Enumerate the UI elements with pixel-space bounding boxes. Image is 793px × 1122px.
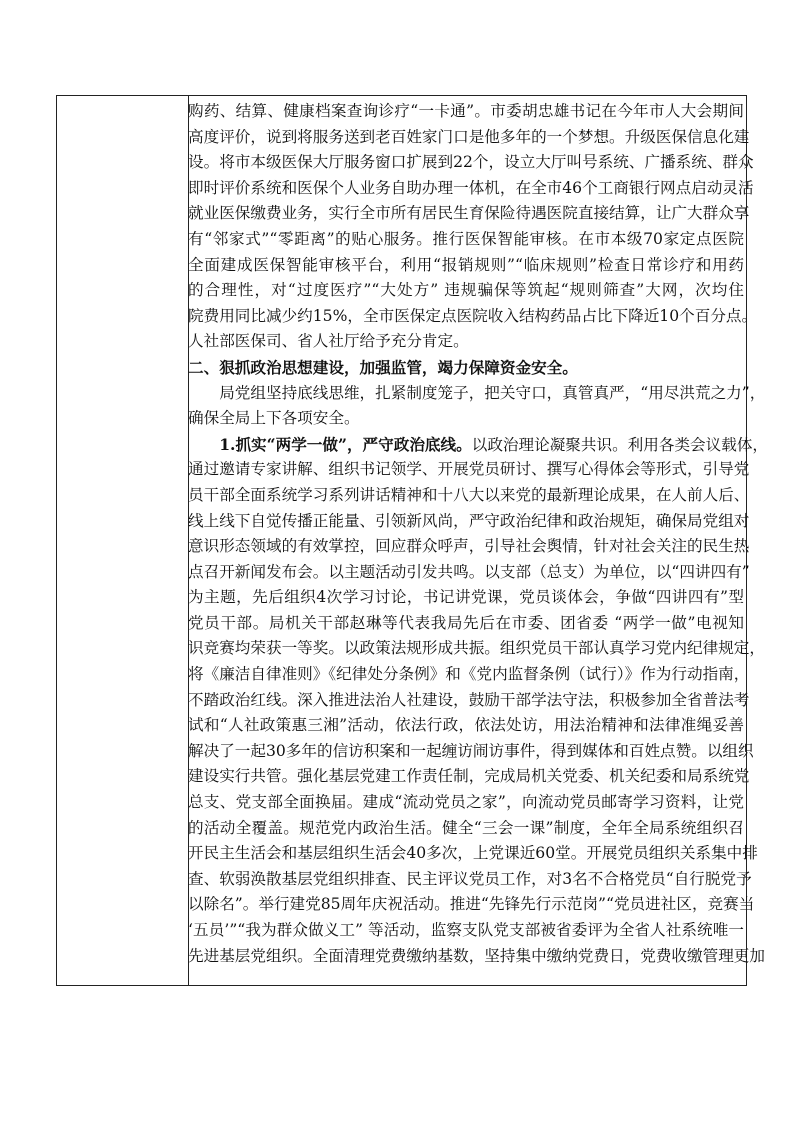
text-line-23: 将《廉洁自律准则》《纪律处分条例》和《党内监督条例（试行）》作为行动指南， — [188, 665, 750, 684]
text-line-17: 线上线下自觉传播正能量、引领新风尚，严守政治纪律和政治规矩，确保局党组对 — [188, 511, 750, 530]
text-line-20: 为主题，先后组织4次学习讨论，书记讲党课，党员谈体会，争做“四讲四有”型 — [188, 588, 744, 607]
text-line-6: 有“邻家式”“零距离”的贴心服务。推行医保智能审核。在市本级70家定点医院 — [188, 229, 744, 248]
text-line-30: 开民主生活会和基层组织生活会40多次，上党课近60堂。开展党员组织关系集中排 — [188, 844, 758, 863]
text-line-34: 先进基层党组织。全面清理党费缴纳基数，坚持集中缴纳党费日，党费收缴管理更加 — [188, 946, 765, 965]
text-line-21: 党员干部。局机关干部赵琳等代表我局先后在市委、团省委 “两学一做”电视知 — [188, 613, 744, 632]
text-line-33: ‘五员’”“我为群众做义工” 等活动，监察支队党支部被省委评为全省人社系统唯一 — [188, 921, 744, 939]
text-line-26: 解决了一起30多年的信访积案和一起缠访闹访事件，得到媒体和百姓点赞。以组织 — [188, 741, 754, 760]
text-line-31: 查、软弱涣散基层党组织排查、民主评议党员工作，对3名不合格党员“自行脱党予 — [188, 869, 752, 888]
subsection-heading-rest: 以政治理论凝聚共识。利用各类会议载体， — [471, 435, 769, 454]
text-line-32: 以除名”。举行建党85周年庆祝活动。推进“先锋先行示范岗”“党员进社区，竞赛当 — [188, 895, 755, 914]
subsection-heading: 1.抓实“两学一做”，严守政治底线。 — [188, 434, 472, 454]
text-line-18: 意识形态领域的有效掌控，回应群众呼声，引导社会舆情，针对社会关注的民生热 — [188, 537, 750, 556]
text-line-8: 的合理性，对“过度医疗”“大处方” 违规骗保等筑起“规则筛查”大网，次均住 — [188, 281, 744, 300]
text-line-27: 建设实行共管。强化基层党建工作责任制，完成局机关党委、机关纪委和局系统党 — [188, 767, 750, 786]
text-line-9: 院费用同比减少约15%，全市医保定点医院收入结构药品占比下降近10个百分点。 — [188, 306, 758, 325]
text-line-5: 就业医保缴费业务，实行全市所有居民生育保险待遇医院直接结算，让广大群众享 — [188, 204, 750, 223]
text-line-2: 高度评价，说到将服务送到老百姓家门口是他多年的一个梦想。升级医保信息化建 — [188, 127, 750, 146]
text-line-3: 设。将市本级医保大厅服务窗口扩展到22个，设立大厅叫号系统、广播系统、群众 — [188, 153, 754, 172]
text-line-22: 识竞赛均荣获一等奖。以政策法规形成共振。组织党员干部认真学习党内纪律规定， — [188, 639, 765, 658]
text-line-29: 的活动全覆盖。规范党内政治生活。健全“三会一课”制度，全年全局系统组织召 — [188, 818, 744, 837]
text-line-25: 试和“人社政策惠三湘”活动，依法行政，依法处访，用法治精神和法律准绳妥善 — [188, 716, 744, 735]
section-heading: 二、狠抓政治思想建设，加强监管，竭力保障资金安全。 — [188, 357, 578, 377]
text-line-28: 总支、党支部全面换届。建成“流动党员之家”，向流动党员邮寄学习资料，让党 — [188, 793, 744, 812]
document-body — [188, 99, 769, 969]
text-line-7: 全面建成医保智能审核平台，利用“报销规则”“临床规则”检查日常诊疗和用药 — [188, 255, 744, 274]
text-line-12: 局党组坚持底线思维，扎紧制度笼子，把关守口，真管真严，“用尽洪荒之力”， — [188, 383, 766, 402]
text-line-24: 不踏政治红线。深入推进法治人社建设，鼓励干部学法守法，积极参加全省普法考 — [188, 690, 750, 709]
text-line-13: 确保全局上下各项安全。 — [188, 409, 360, 428]
text-line-16: 员干部全面系统学习系列讲话精神和十八大以来党的最新理论成果，在人前人后、 — [188, 485, 750, 504]
subsection-heading-line — [188, 432, 769, 458]
text-line-19: 点召开新闻发布会。以主题活动引发共鸣。以支部（总支）为单位，以“四讲四有” — [188, 562, 750, 581]
text-line-4: 即时评价系统和医保个人业务自助办理一体机，在全市46个工商银行网点启动灵活 — [188, 178, 754, 197]
text-line-1: 购药、结算、健康档案查询诊疗“一卡通”。市委胡忠雄书记在今年市人大会期间 — [188, 102, 744, 120]
text-line-10: 人社部医保司、省人社厅给予充分肯定。 — [188, 332, 469, 351]
text-line-15: 通过邀请专家讲解、组织书记领学、开展党员研讨、撰写心得体会等形式，引导党 — [188, 460, 750, 479]
